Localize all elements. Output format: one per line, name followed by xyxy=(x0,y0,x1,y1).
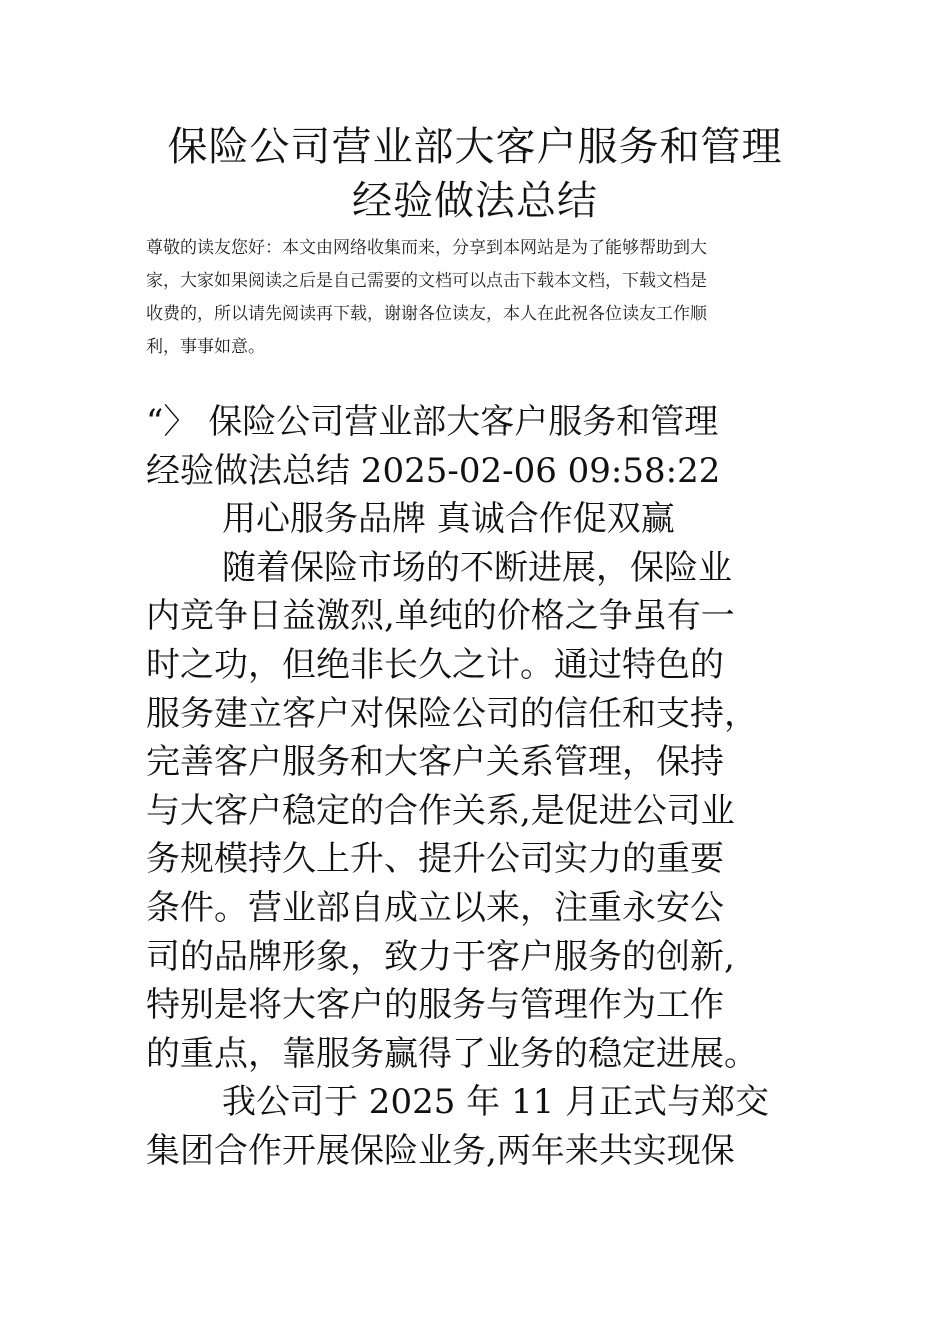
title-line: 保险公司营业部大客户服务和管理 xyxy=(167,124,783,170)
notice-line: 利，事事如意。 xyxy=(146,337,265,357)
body-line: 内竞争日益激烈,单纯的价格之争虽有一 xyxy=(146,596,735,637)
body-line: 时之功，但绝非长久之计。通过特色的 xyxy=(146,644,724,685)
notice-line: 收费的，所以请先阅读再下载，谢谢各位读友，本人在此祝各位读友工作顺 xyxy=(146,304,707,324)
body-line: 务规模持久上升、提升公司实力的重要 xyxy=(146,839,724,880)
body-line: “〉 保险公司营业部大客户服务和管理 xyxy=(146,402,719,442)
body-line: 经验做法总结 2025-02-06 09:58:22 xyxy=(146,450,721,491)
body-line: 司的品牌形象，致力于客户服务的创新, xyxy=(146,936,735,977)
body-line: 与大客户稳定的合作关系,是促进公司业 xyxy=(146,790,735,831)
body-line: 随着保险市场的不断进展，保险业 xyxy=(222,547,732,588)
body-line: 完善客户服务和大客户关系管理，保持 xyxy=(146,742,724,783)
body-line: 服务建立客户对保险公司的信任和支持， xyxy=(146,693,758,734)
notice-line: 尊敬的读友您好：本文由网络收集而来，分享到本网站是为了能够帮助到大 xyxy=(146,238,707,258)
body-line: 条件。营业部自成立以来，注重永安公 xyxy=(146,887,724,928)
title-line: 经验做法总结 xyxy=(352,178,598,224)
body-line: 的重点，靠服务赢得了业务的稳定进展。 xyxy=(146,1033,758,1074)
document-body xyxy=(146,398,836,1176)
body-line: 特别是将大客户的服务与管理作为工作 xyxy=(146,985,724,1026)
reader-notice xyxy=(146,232,806,364)
document-title xyxy=(0,120,950,228)
body-line: 我公司于 2025 年 11 月正式与郑交 xyxy=(222,1082,770,1123)
section-heading: 用心服务品牌 真诚合作促双赢 xyxy=(222,499,675,540)
body-line: 集团合作开展保险业务,两年来共实现保 xyxy=(146,1130,735,1171)
notice-line: 家，大家如果阅读之后是自己需要的文档可以点击下载本文档，下载文档是 xyxy=(146,271,707,291)
